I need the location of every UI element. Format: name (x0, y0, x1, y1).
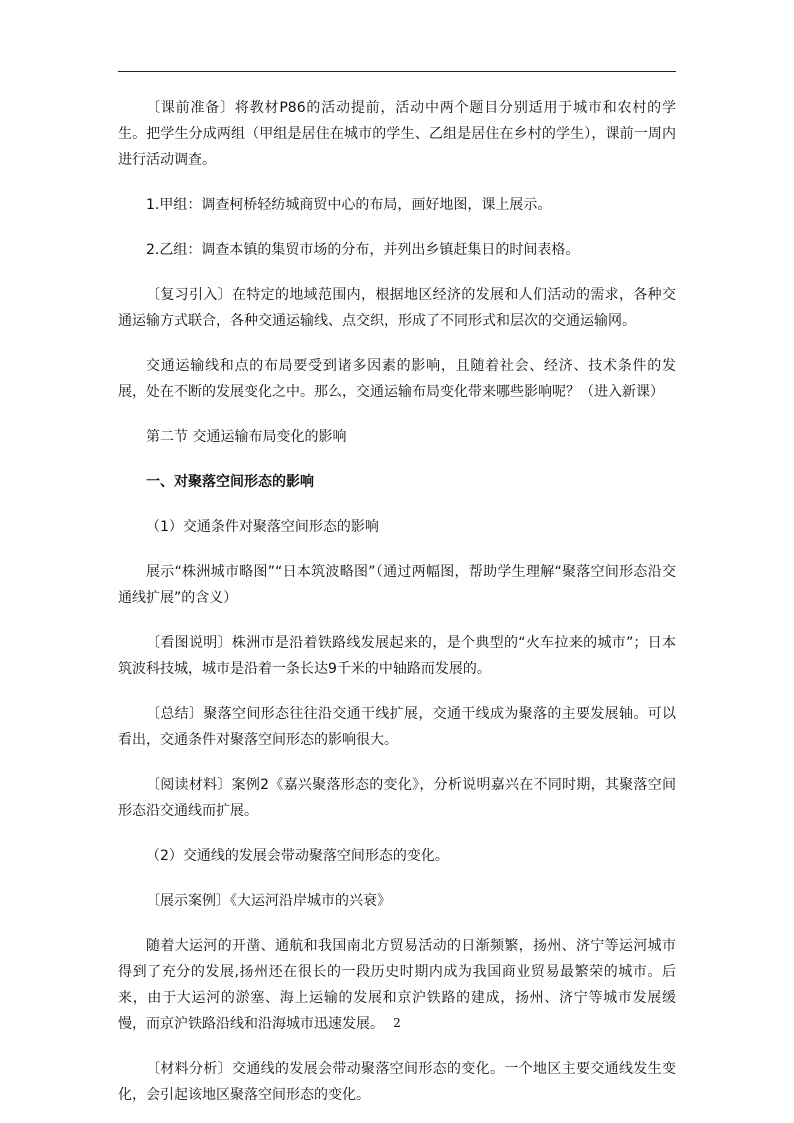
paragraph-reading-material: 〔阅读材料〕案例2《嘉兴聚落形态的变化》，分析说明嘉兴在不同时期，其聚落空间形态沿交通线而扩展。 (118, 777, 676, 819)
paragraph-canal-history: 随着大运河的开凿、通航和我国南北方贸易活动的日渐频繁，扬州、济宁等运河城市得到了充分的发展,扬州还在很长的一段历史时期内成为我国商业贸易最繁荣的城市。后来，由于大运河的淤塞、海上运输的发展和京沪铁路的建成，扬州、济宁等城市发展缓慢，而京沪铁路沿线和沿海城市迅速发展。 (118, 938, 676, 1032)
page-body (118, 95, 676, 1108)
section-title: 第二节 交通运输布局变化的影响 (146, 429, 347, 445)
paragraph-transition: 交通运输线和点的布局要受到诸多因素的影响，且随着社会、经济、技术条件的发展，处在不断的发展变化之中。那么，交通运输布局变化带来哪些影响呢？（进入新课） (118, 358, 676, 400)
page-number: 2 (393, 1016, 401, 1030)
paragraph-material-analysis: 〔材料分析〕交通线的发展会带动聚落空间形态的变化。一个地区主要交通线发生变化，会引起该地区聚落空间形态的变化。 (118, 1061, 676, 1103)
paragraph-group-b: 2.乙组：调查本镇的集贸市场的分布，并列出乡镇赶集日的时间表格。 (146, 242, 580, 258)
paragraph-map-explanation: 〔看图说明〕株洲市是沿着铁路线发展起来的，是个典型的“火车拉来的城市”；日本筑波科技城，城市是沿着一条长达9千米的中轴路而发展的。 (118, 635, 676, 677)
section-heading: 一、对聚落空间形态的影响 (146, 474, 314, 490)
paragraph-review-intro: 〔复习引入〕在特定的地域范围内，根据地区经济的发展和人们活动的需求，各种交通运输方式联合，各种交通运输线、点交织，形成了不同形式和层次的交通运输网。 (118, 287, 676, 329)
subheading-1: （1）交通条件对聚落空间形态的影响 (146, 519, 379, 535)
paragraph-case-title: 〔展示案例〕《大运河沿岸城市的兴衰》 (146, 893, 391, 909)
paragraph-group-a: 1.甲组：调查柯桥轻纺城商贸中心的布局，画好地图，课上展示。 (146, 197, 552, 213)
header-rule (118, 71, 676, 72)
paragraph-summary: 〔总结〕聚落空间形态往往沿交通干线扩展，交通干线成为聚落的主要发展轴。可以看出，交通条件对聚落空间形态的影响很大。 (118, 706, 676, 748)
paragraph-preparation: 〔课前准备〕将教材P86的活动提前，活动中两个题目分别适用于城市和农村的学生。把学生分成两组（甲组是居住在城市的学生、乙组是居住在乡村的学生），课前一周内进行活动调查。 (118, 100, 676, 168)
subheading-2: （2）交通线的发展会带动聚落空间形态的变化。 (146, 848, 449, 864)
paragraph-show-maps: 展示“株洲城市略图”“日本筑波略图”（通过两幅图，帮助学生理解“聚落空间形态沿交通线扩展”的含义） (118, 564, 676, 606)
